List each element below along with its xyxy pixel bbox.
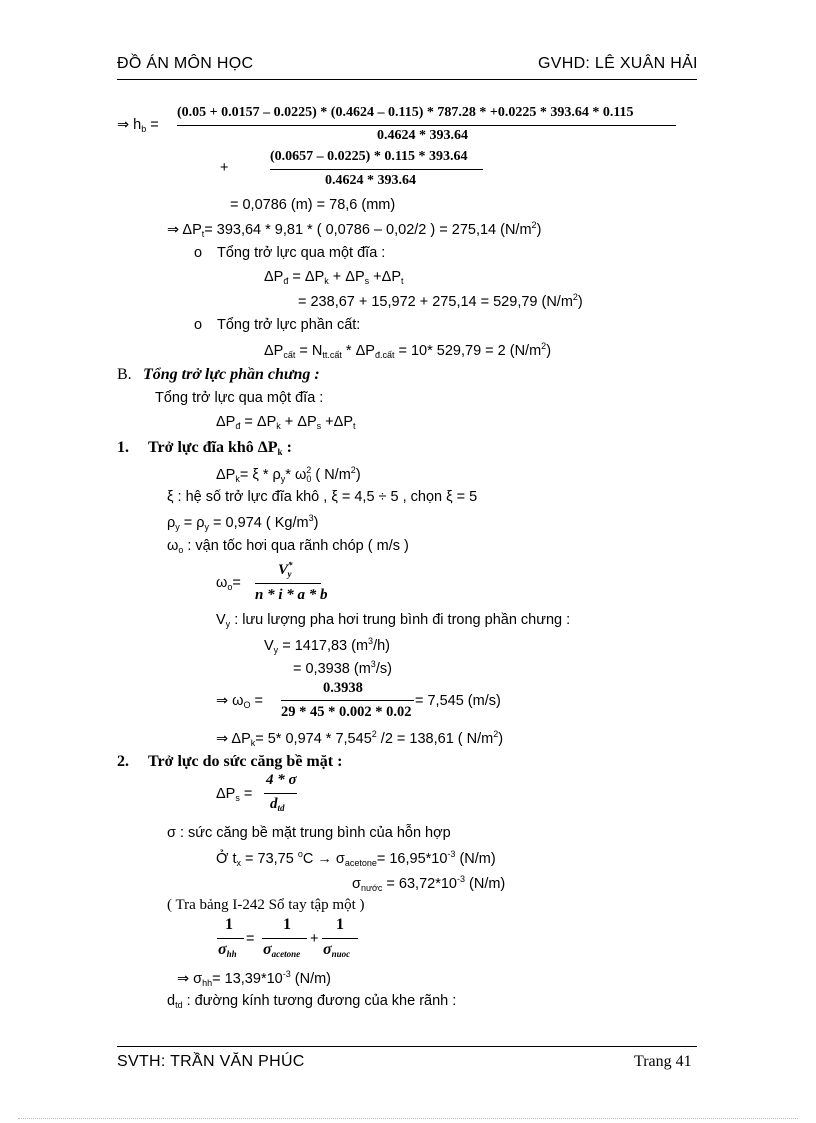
sigma-formula-num-2: 1 — [283, 916, 291, 933]
vy-definition: $V_y$ : lưu lượng pha hơi trung bình đi trong phần chưng : — [216, 612, 571, 629]
bullet-mark: o — [194, 317, 203, 333]
dpd-formula: $\Delta P_đ = \Delta P_k + \Delta P_s +\Delta P_t$ — [264, 269, 404, 286]
omega-calc-numerator: 0.3938 — [323, 680, 363, 696]
sigma-hh-result: ⇒ $\sigma_{hh}= 13,39*10^{-3}$ (N/m) — [177, 969, 331, 988]
tra-bang-note: ( Tra bảng I-242 Sổ tay tập một ) — [167, 897, 365, 913]
hb-denominator-2: 0.4624 * 393.64 — [325, 173, 416, 188]
xi-line: ξ : hệ số trở lực đĩa khô , ξ = 4,5 ÷ 5 , chọn ξ = 5 — [167, 489, 478, 505]
sigma-formula-den-3: $\sigma_{nuoc}$ — [323, 941, 351, 959]
sigma-formula-bar-3 — [322, 938, 358, 939]
sigma-formula-bar-1 — [217, 938, 244, 939]
section-2-title: Trở lực do sức căng bề mặt : — [148, 753, 343, 770]
section-2-number: 2. — [117, 753, 129, 770]
footer-rule — [117, 1046, 697, 1047]
dpt-line: ⇒ $\Delta P_t= 393,64 * 9,81$ * ( 0,0786 – 0,02/2 ) = 275,14 $(N/m^2)$ — [167, 220, 542, 239]
dpd-value: = 238,67 + 15,972 + 275,14 = 529,79 $(N/m^2)$ — [298, 292, 583, 310]
footer-left: SVTH: TRẦN VĂN PHÚC — [117, 1053, 305, 1070]
sigma-formula-num-1: 1 — [225, 916, 233, 933]
dtd-definition: $d_{td}$ : đường kính tương đương của khe rãnh : — [167, 993, 457, 1010]
hb-fraction-bar-1 — [177, 125, 676, 126]
omega-formula-lhs: $\omega_o=$ — [216, 575, 241, 592]
omega-definition: $\omega_o$ : vận tốc hơi qua rãnh chóp ( m/s ) — [167, 538, 409, 555]
section-b-formula: $\Delta P_đ = \Delta P_k + \Delta P_s +\Delta P_t$ — [216, 414, 356, 431]
omega-calc-lhs: ⇒ $\omega_O$ = — [216, 693, 264, 710]
dps-formula-lhs: $\Delta P_s$ = — [216, 786, 253, 803]
section-1-title: Trở lực đĩa khô $\Delta P_k$ : — [148, 439, 292, 457]
omega-formula-bar — [255, 583, 321, 584]
omega-calc-result: = 7,545 (m/s) — [415, 693, 501, 709]
dpk-calc: ⇒ $\Delta P_k= 5*$ 0,974 * 7,545$^2$ /2 = 138,61 ( $N/m^2$) — [216, 729, 504, 748]
sigma-acetone: Ở $t_x = 73,75$ $^oC \to \sigma_{acetone}= 16,95*10^{-3}$ (N/m) — [216, 849, 496, 868]
omega-formula-numerator: $V^*_y$ — [278, 560, 293, 579]
hb-plus: + — [220, 160, 229, 176]
rho-line: $\rho_y = \rho_y = 0,974$ ( $Kg/m^3$) — [167, 513, 319, 532]
bullet-text-tong-tro-luc-cat: Tổng trở lực phần cất: — [217, 317, 361, 333]
header-right: GVHD: LÊ XUÂN HẢI — [538, 55, 698, 72]
vy-value-1: $V_y = 1417,83$ $(m^3/h)$ — [264, 636, 390, 655]
dps-formula-denominator: $d_{td}$ — [270, 796, 285, 813]
header-rule — [117, 79, 697, 80]
sigma-formula-plus: + — [310, 931, 319, 947]
hb-numerator-1: (0.05 + 0.0157 – 0.0225) * (0.4624 – 0.115) * 787.28 * +0.0225 * 393.64 * 0.115 — [177, 105, 634, 120]
hb-numerator-2: (0.0657 – 0.0225) * 0.115 * 393.64 — [270, 149, 468, 164]
page-edge-dotted-line — [18, 1118, 798, 1119]
hb-fraction-bar-2 — [270, 169, 483, 170]
sigma-definition: σ : sức căng bề mặt trung bình của hỗn hợp — [167, 825, 451, 841]
omega-calc-denominator: 29 * 45 * 0.002 * 0.02 — [281, 704, 412, 720]
footer-page-number: Trang 41 — [634, 1053, 692, 1070]
omega-formula-denominator: n * i * a * b — [255, 587, 328, 603]
hb-denominator-1: 0.4624 * 393.64 — [377, 128, 468, 143]
dpk-formula: $\Delta P_k= \xi * \rho_y*$ $\omega^2_0$ ( $N/m^2$) — [216, 465, 361, 484]
bullet-text-tong-tro-luc-dia: Tổng trở lực qua một đĩa : — [217, 245, 386, 261]
sigma-formula-num-3: 1 — [336, 916, 344, 933]
section-b-intro: Tổng trở lực qua một đĩa : — [155, 390, 324, 406]
vy-value-2: = 0,3938 $(m^3/s)$ — [293, 659, 392, 677]
dps-formula-bar — [264, 793, 297, 794]
hb-lhs: ⇒ $h_b$ = — [117, 117, 159, 134]
header-left: ĐỒ ÁN MÔN HỌC — [117, 55, 254, 72]
dps-formula-numerator: 4 * σ — [266, 772, 297, 788]
sigma-formula-eq: = — [246, 931, 255, 947]
sigma-water: $\sigma_{nước} = 63,72*10^{-3}$ (N/m) — [352, 874, 506, 893]
hb-result: = 0,0786 (m) = 78,6 (mm) — [230, 197, 396, 213]
section-1-number: 1. — [117, 439, 129, 456]
dpcat-formula: $\Delta P_{cất} = N_{tt.cất} * \Delta P_{đ.cất} = 10*$ 529,79 = 2 $(N/m^2)$ — [264, 341, 552, 360]
section-b-label: B. — [117, 366, 132, 383]
bullet-mark: o — [194, 245, 203, 261]
sigma-formula-bar-2 — [262, 938, 307, 939]
omega-calc-bar — [281, 700, 414, 701]
sigma-formula-den-2: $\sigma_{acetone}$ — [263, 941, 301, 959]
sigma-formula-den-1: $\sigma_{hh}$ — [218, 941, 237, 959]
section-b-title: Tổng trở lực phần chưng : — [143, 366, 320, 383]
